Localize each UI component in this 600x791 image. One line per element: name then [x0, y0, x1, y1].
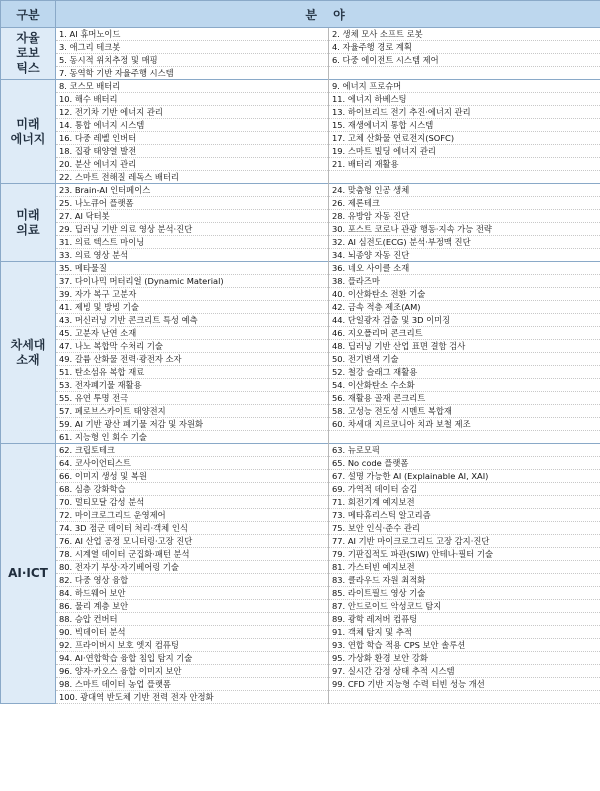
field-item: 78. 시계열 데이터 군집화·패턴 분석 — [56, 548, 329, 561]
field-item: 66. 이미지 생성 및 복원 — [56, 470, 329, 483]
table-row — [1, 535, 600, 548]
table-row — [1, 522, 600, 535]
field-item: 61. 지능형 인 회수 기술 — [56, 431, 329, 444]
field-item: 4. 자율주행 경로 계획 — [329, 41, 600, 54]
field-item: 86. 물리 계층 보안 — [56, 600, 329, 613]
field-item: 21. 배터리 재활용 — [329, 158, 600, 171]
field-item: 29. 딥러닝 기반 의료 영상 분석·진단 — [56, 223, 329, 236]
field-item: 46. 지오폴리머 콘크리트 — [329, 327, 600, 340]
table-body — [1, 28, 600, 704]
table-row — [1, 613, 600, 626]
field-item: 81. 가스터빈 예지보전 — [329, 561, 600, 574]
table-row — [1, 93, 600, 106]
table-row — [1, 314, 600, 327]
field-item: 77. AI 기반 마이크로그리드 고장 감지·진단 — [329, 535, 600, 548]
category-cell: 자율 로보 틱스 — [1, 28, 56, 80]
table-row — [1, 80, 600, 93]
table-row — [1, 678, 600, 691]
table-row — [1, 470, 600, 483]
field-item: 79. 기판집적도 파관(SIW) 안테나·필터 기술 — [329, 548, 600, 561]
table-row — [1, 262, 600, 275]
table-row — [1, 639, 600, 652]
table-row — [1, 119, 600, 132]
field-item: 68. 심층 강화학습 — [56, 483, 329, 496]
table-row — [1, 431, 600, 444]
table-row — [1, 665, 600, 678]
field-item: 23. Brain-AI 인터페이스 — [56, 184, 329, 197]
field-item: 35. 메타물질 — [56, 262, 329, 275]
table-header-row — [1, 1, 600, 28]
table-row — [1, 587, 600, 600]
table-row — [1, 353, 600, 366]
table-row — [1, 652, 600, 665]
table-row — [1, 171, 600, 184]
table-row — [1, 28, 600, 41]
field-item: 95. 가상화 환경 보안 강화 — [329, 652, 600, 665]
table-row — [1, 496, 600, 509]
table-row — [1, 106, 600, 119]
field-item: 63. 뉴로모픽 — [329, 444, 600, 457]
table-row — [1, 184, 600, 197]
field-item: 89. 광학 레저버 컴퓨팅 — [329, 613, 600, 626]
field-item: 33. 의료 영상 분석 — [56, 249, 329, 262]
table-row — [1, 626, 600, 639]
field-item: 25. 나노큐어 플랫폼 — [56, 197, 329, 210]
category-cell: 미래 에너지 — [1, 80, 56, 184]
field-item: 82. 다중 영상 융합 — [56, 574, 329, 587]
header-category: 구분 — [1, 1, 56, 28]
field-item: 17. 고체 산화물 연료전지(SOFC) — [329, 132, 600, 145]
field-item: 16. 다중 레벨 인버터 — [56, 132, 329, 145]
table-row — [1, 197, 600, 210]
field-item: 34. 뇌종양 자동 진단 — [329, 249, 600, 262]
field-item: 87. 안드로이드 악성코드 탐지 — [329, 600, 600, 613]
field-item: 100. 광대역 반도체 기반 전력 전자 안정화 — [56, 691, 329, 704]
field-item: 85. 라이트필드 영상 기술 — [329, 587, 600, 600]
field-item: 3. 애그리 테크봇 — [56, 41, 329, 54]
field-item: 94. AI·연합학습 융합 침입 탐지 기술 — [56, 652, 329, 665]
table-row — [1, 405, 600, 418]
field-item: 14. 통합 에너지 시스템 — [56, 119, 329, 132]
field-item: 73. 메타휴리스틱 알고리즘 — [329, 509, 600, 522]
field-item: 40. 이산화탄소 전환 기술 — [329, 288, 600, 301]
table-row — [1, 236, 600, 249]
field-item: 36. 네오 사이클 소재 — [329, 262, 600, 275]
field-item: 88. 승압 컨버터 — [56, 613, 329, 626]
table-row — [1, 691, 600, 704]
field-item: 54. 이산화탄소 수소화 — [329, 379, 600, 392]
field-item: 56. 재활용 골재 콘크리트 — [329, 392, 600, 405]
field-item: 32. AI 심전도(ECG) 분석·부정맥 진단 — [329, 236, 600, 249]
table-row — [1, 67, 600, 80]
field-item: 74. 3D 점군 데이터 처리·객체 인식 — [56, 522, 329, 535]
field-item: 41. 제빙 및 방빙 기술 — [56, 301, 329, 314]
table-row — [1, 158, 600, 171]
field-item: 71. 회전기계 예지보전 — [329, 496, 600, 509]
field-item: 65. No code 플랫폼 — [329, 457, 600, 470]
field-item: 6. 다중 에이전트 시스템 제어 — [329, 54, 600, 67]
field-item: 26. 제론테크 — [329, 197, 600, 210]
field-item: 1. AI 휴머노이드 — [56, 28, 329, 41]
table-row — [1, 288, 600, 301]
field-item: 93. 연합 학습 적용 CPS 보안 솔루션 — [329, 639, 600, 652]
field-item: 80. 전자기 부상·자기베어링 기술 — [56, 561, 329, 574]
field-item: 2. 생체 모사 소프트 로봇 — [329, 28, 600, 41]
field-item: 90. 빅데이터 분석 — [56, 626, 329, 639]
field-item — [329, 171, 600, 184]
field-item: 57. 페로브스카이트 태양전지 — [56, 405, 329, 418]
field-item: 97. 실시간 감정 상태 추적 시스템 — [329, 665, 600, 678]
table-row — [1, 457, 600, 470]
field-item: 11. 에너지 하베스팅 — [329, 93, 600, 106]
table-row — [1, 275, 600, 288]
table-row — [1, 509, 600, 522]
field-item: 8. 코스모 배터리 — [56, 80, 329, 93]
table-row — [1, 444, 600, 457]
table-row — [1, 574, 600, 587]
table-row — [1, 340, 600, 353]
field-item: 72. 마이크로그리드 운영제어 — [56, 509, 329, 522]
field-item: 13. 하이브리드 전기 추진·에너지 관리 — [329, 106, 600, 119]
category-cell: 차세대 소재 — [1, 262, 56, 444]
field-item: 62. 크립토테크 — [56, 444, 329, 457]
field-item: 60. 차세대 지르코니아 치과 보철 제조 — [329, 418, 600, 431]
field-item: 92. 프라이버시 보호 엣지 컴퓨팅 — [56, 639, 329, 652]
table-row — [1, 366, 600, 379]
field-item: 75. 보안 인식·준수 관리 — [329, 522, 600, 535]
field-item: 38. 플라즈마 — [329, 275, 600, 288]
table-row — [1, 548, 600, 561]
field-item: 43. 머신러닝 기반 콘크리트 특성 예측 — [56, 314, 329, 327]
field-item — [329, 67, 600, 80]
category-cell: 미래 의료 — [1, 184, 56, 262]
table-row — [1, 54, 600, 67]
table-row — [1, 301, 600, 314]
field-item: 45. 고분자 난연 소재 — [56, 327, 329, 340]
field-item: 53. 전자폐기물 재활용 — [56, 379, 329, 392]
field-item — [329, 431, 600, 444]
field-item: 42. 금속 적층 제조(AM) — [329, 301, 600, 314]
field-item: 98. 스마트 데이터 농업 플랫폼 — [56, 678, 329, 691]
field-item: 84. 하드웨어 보안 — [56, 587, 329, 600]
field-item: 9. 에너지 프로슈머 — [329, 80, 600, 93]
field-item: 27. AI 닥터봇 — [56, 210, 329, 223]
field-item: 64. 코사이언티스트 — [56, 457, 329, 470]
table-row — [1, 132, 600, 145]
table-row — [1, 210, 600, 223]
field-item: 39. 자가 복구 고분자 — [56, 288, 329, 301]
field-item: 50. 전기변색 기술 — [329, 353, 600, 366]
table-row — [1, 392, 600, 405]
field-item: 10. 해수 배터리 — [56, 93, 329, 106]
field-item: 28. 유방암 자동 진단 — [329, 210, 600, 223]
field-item: 99. CFD 기반 지능형 수력 터빈 성능 개선 — [329, 678, 600, 691]
table-row — [1, 483, 600, 496]
table-row — [1, 145, 600, 158]
field-item: 47. 나노 복합막 수처리 기술 — [56, 340, 329, 353]
field-item: 15. 재생에너지 통합 시스템 — [329, 119, 600, 132]
field-item: 20. 분산 에너지 관리 — [56, 158, 329, 171]
field-item: 37. 다이나믹 머터리얼 (Dynamic Material) — [56, 275, 329, 288]
field-item: 70. 멀티모달 감성 분석 — [56, 496, 329, 509]
field-item: 49. 갈륨 산화물 전력·광전자 소자 — [56, 353, 329, 366]
field-item: 52. 철강 슬래그 재활용 — [329, 366, 600, 379]
table-row — [1, 379, 600, 392]
field-item: 31. 의료 텍스트 마이닝 — [56, 236, 329, 249]
table-row — [1, 41, 600, 54]
header-area: 분 야 — [56, 1, 600, 28]
field-item: 55. 유연 투명 전극 — [56, 392, 329, 405]
field-item: 76. AI 산업 공정 모니터링·고장 진단 — [56, 535, 329, 548]
field-item — [329, 691, 600, 704]
table-row — [1, 223, 600, 236]
field-item: 83. 클라우드 자원 최적화 — [329, 574, 600, 587]
field-item: 7. 동역학 기반 자율주행 시스템 — [56, 67, 329, 80]
field-item: 51. 탄소섬유 복합 재료 — [56, 366, 329, 379]
table-row — [1, 561, 600, 574]
field-item: 59. AI 기반 광산 폐기물 저감 및 자원화 — [56, 418, 329, 431]
field-item: 30. 포스트 코로나 관광 행동·지속 가능 전략 — [329, 223, 600, 236]
field-item: 58. 고성능 전도성 시멘트 복합재 — [329, 405, 600, 418]
table-row — [1, 418, 600, 431]
field-item: 18. 집광 태양열 발전 — [56, 145, 329, 158]
table-row — [1, 600, 600, 613]
table-row — [1, 327, 600, 340]
field-item: 12. 전기차 기반 에너지 관리 — [56, 106, 329, 119]
field-item: 19. 스마트 빌딩 에너지 관리 — [329, 145, 600, 158]
category-cell: AI·ICT — [1, 444, 56, 704]
field-item: 69. 가역적 데이터 숨김 — [329, 483, 600, 496]
table-row — [1, 249, 600, 262]
field-item: 48. 딥러닝 기반 산업 표면 결함 검사 — [329, 340, 600, 353]
field-item: 67. 설명 가능한 AI (Explainable AI, XAI) — [329, 470, 600, 483]
field-item: 22. 스마트 전해질 레독스 배터리 — [56, 171, 329, 184]
field-item: 5. 동시적 위치추정 및 매핑 — [56, 54, 329, 67]
field-item: 91. 객체 탐지 및 추적 — [329, 626, 600, 639]
field-item: 44. 단일광자 검출 및 3D 이미징 — [329, 314, 600, 327]
field-item: 24. 맞춤형 인공 생체 — [329, 184, 600, 197]
field-item: 96. 양자·카오스 융합 이미지 보안 — [56, 665, 329, 678]
